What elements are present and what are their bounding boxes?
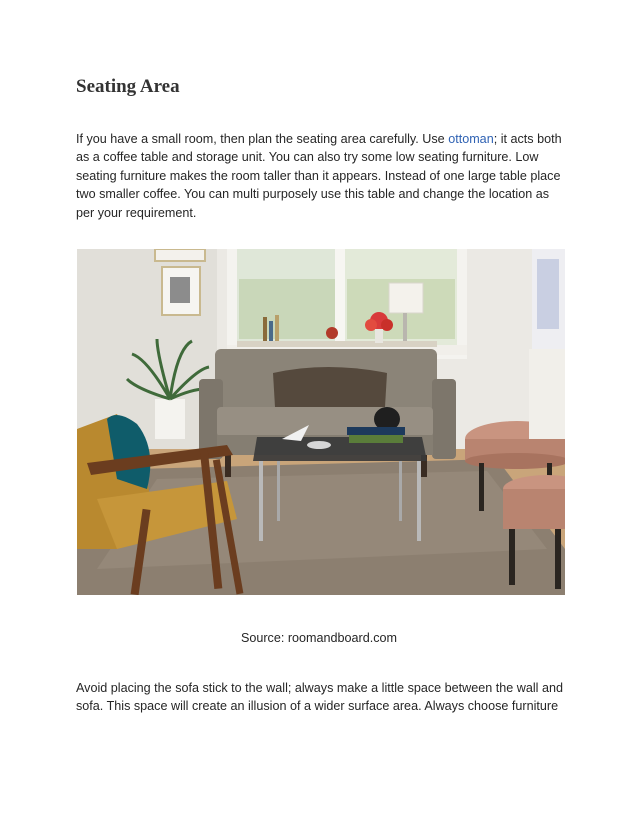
living-room-photo (77, 249, 565, 595)
section-heading: Seating Area (76, 76, 180, 97)
image-caption: Source: roomandboard.com (240, 631, 398, 645)
paragraph-text-start: If you have a small room, then plan the seating area carefully. Use (76, 132, 449, 146)
ottoman-link[interactable]: ottoman (448, 132, 494, 146)
body-paragraph: Avoid placing the sofa stick to the wall; always make a little space between the wall and sofa. This space will create an illusion of a wider surface area. Always choose furniture (76, 681, 563, 714)
intro-paragraph (76, 130, 566, 222)
paragraph-text-end: ; it acts both as a coffee table and storage unit. You can also try some low seating furniture. Low seating furniture makes the room taller than it appears. Instead of one large table place two smaller coffee. You can multi purposely use this table and change the location as per your requirement. (76, 132, 562, 220)
